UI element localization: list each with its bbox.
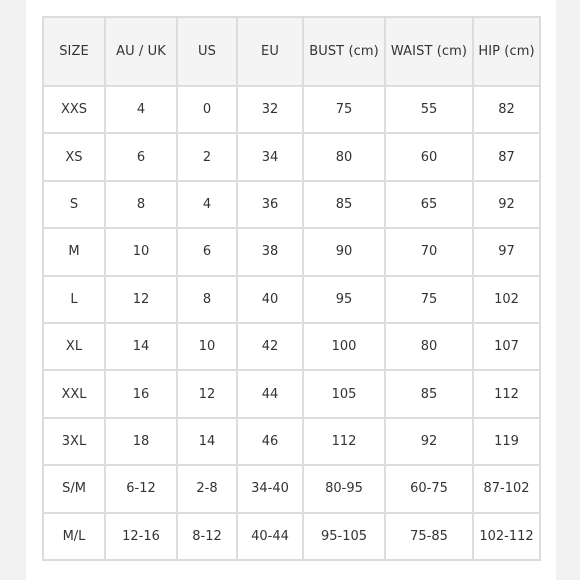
cell-hip: 112 <box>473 370 540 417</box>
header-bust: BUST (cm) <box>303 17 385 86</box>
table-row <box>43 86 540 133</box>
header-us: US <box>177 17 237 86</box>
cell-bust: 100 <box>303 323 385 370</box>
cell-hip: 107 <box>473 323 540 370</box>
cell-au-uk: 10 <box>105 228 177 275</box>
cell-eu: 34-40 <box>237 465 303 512</box>
table-row <box>43 465 540 512</box>
cell-bust: 112 <box>303 418 385 465</box>
header-hip: HIP (cm) <box>473 17 540 86</box>
cell-waist: 65 <box>385 181 473 228</box>
table-row <box>43 181 540 228</box>
size-chart-page <box>26 0 556 580</box>
cell-bust: 95-105 <box>303 513 385 560</box>
cell-au-uk: 18 <box>105 418 177 465</box>
cell-hip: 87 <box>473 133 540 180</box>
table-row <box>43 133 540 180</box>
cell-waist: 85 <box>385 370 473 417</box>
cell-us: 2-8 <box>177 465 237 512</box>
header-au-uk: AU / UK <box>105 17 177 86</box>
cell-hip: 97 <box>473 228 540 275</box>
cell-bust: 75 <box>303 86 385 133</box>
cell-size: M <box>43 228 105 275</box>
cell-eu: 46 <box>237 418 303 465</box>
cell-bust: 95 <box>303 276 385 323</box>
cell-eu: 36 <box>237 181 303 228</box>
cell-bust: 80 <box>303 133 385 180</box>
cell-eu: 34 <box>237 133 303 180</box>
cell-eu: 38 <box>237 228 303 275</box>
cell-us: 8-12 <box>177 513 237 560</box>
cell-waist: 75 <box>385 276 473 323</box>
cell-eu: 32 <box>237 86 303 133</box>
cell-eu: 40 <box>237 276 303 323</box>
cell-eu: 40-44 <box>237 513 303 560</box>
cell-bust: 105 <box>303 370 385 417</box>
cell-waist: 60-75 <box>385 465 473 512</box>
cell-us: 2 <box>177 133 237 180</box>
cell-us: 10 <box>177 323 237 370</box>
cell-waist: 75-85 <box>385 513 473 560</box>
cell-au-uk: 16 <box>105 370 177 417</box>
cell-waist: 92 <box>385 418 473 465</box>
cell-au-uk: 6-12 <box>105 465 177 512</box>
cell-size: XXL <box>43 370 105 417</box>
header-size: SIZE <box>43 17 105 86</box>
cell-us: 0 <box>177 86 237 133</box>
cell-hip: 102-112 <box>473 513 540 560</box>
cell-au-uk: 6 <box>105 133 177 180</box>
table-row <box>43 370 540 417</box>
cell-us: 8 <box>177 276 237 323</box>
cell-us: 4 <box>177 181 237 228</box>
cell-size: XL <box>43 323 105 370</box>
size-chart-table <box>42 16 541 561</box>
cell-au-uk: 12-16 <box>105 513 177 560</box>
table-row <box>43 418 540 465</box>
cell-us: 14 <box>177 418 237 465</box>
cell-size: M/L <box>43 513 105 560</box>
cell-bust: 85 <box>303 181 385 228</box>
cell-size: S <box>43 181 105 228</box>
cell-au-uk: 8 <box>105 181 177 228</box>
cell-bust: 80-95 <box>303 465 385 512</box>
cell-waist: 55 <box>385 86 473 133</box>
cell-au-uk: 12 <box>105 276 177 323</box>
cell-hip: 102 <box>473 276 540 323</box>
cell-size: XXS <box>43 86 105 133</box>
header-eu: EU <box>237 17 303 86</box>
cell-waist: 70 <box>385 228 473 275</box>
cell-hip: 82 <box>473 86 540 133</box>
cell-eu: 44 <box>237 370 303 417</box>
cell-size: XS <box>43 133 105 180</box>
table-row <box>43 513 540 560</box>
table-header-row <box>43 17 540 86</box>
cell-waist: 60 <box>385 133 473 180</box>
cell-size: S/M <box>43 465 105 512</box>
cell-us: 6 <box>177 228 237 275</box>
cell-eu: 42 <box>237 323 303 370</box>
cell-hip: 92 <box>473 181 540 228</box>
table-row <box>43 228 540 275</box>
cell-hip: 87-102 <box>473 465 540 512</box>
table-row <box>43 323 540 370</box>
cell-bust: 90 <box>303 228 385 275</box>
cell-au-uk: 4 <box>105 86 177 133</box>
cell-size: L <box>43 276 105 323</box>
header-waist: WAIST (cm) <box>385 17 473 86</box>
cell-waist: 80 <box>385 323 473 370</box>
cell-au-uk: 14 <box>105 323 177 370</box>
cell-size: 3XL <box>43 418 105 465</box>
cell-us: 12 <box>177 370 237 417</box>
cell-hip: 119 <box>473 418 540 465</box>
table-row <box>43 276 540 323</box>
